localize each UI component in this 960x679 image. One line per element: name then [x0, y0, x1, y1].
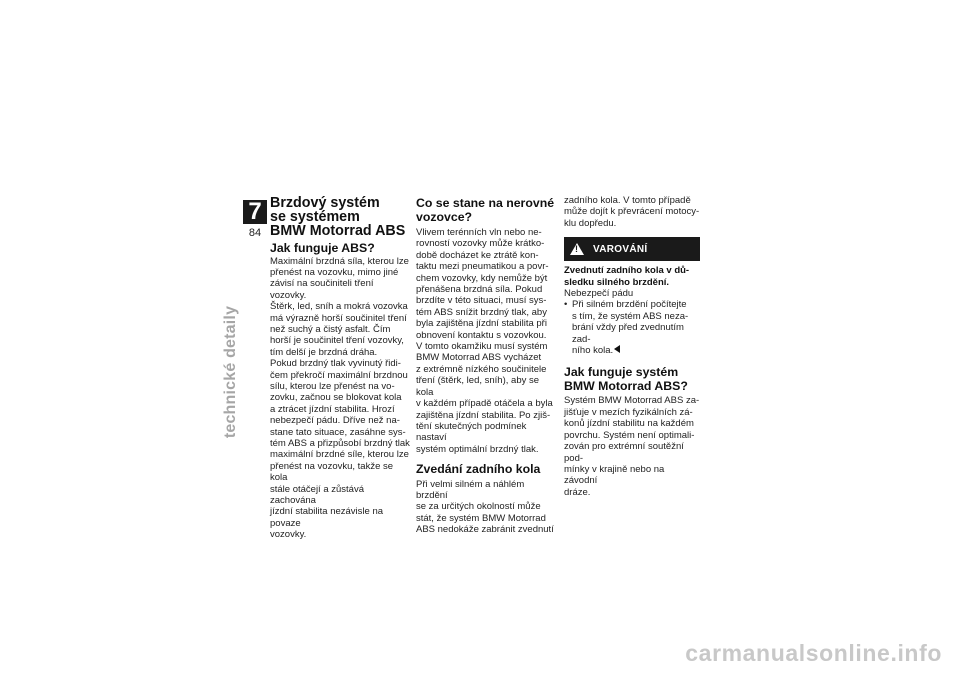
section-title-line: Brzdový systém — [270, 195, 380, 211]
warning-triangle-icon — [570, 243, 584, 255]
heading-line: BMW Motorrad ABS? — [564, 378, 688, 393]
heading-line: Jak funguje systém — [564, 365, 679, 380]
text-line: v každém případě otáčela a byla — [416, 398, 553, 410]
text-line: Při silném brzdění počítejte — [572, 299, 687, 311]
text-line: sílu, kterou lze přenést na vo- — [270, 380, 395, 392]
warning-text: Nebezpečí pádu — [564, 288, 634, 300]
text-line: Při velmi silném a náhlém brzdění — [416, 478, 525, 502]
text-line: může dojít k převrácení motocy- — [564, 206, 700, 218]
text-line: ABS nedokáže zabránit zvednutí — [416, 524, 554, 536]
text-line: byla zajištěna jízdní stabilita při — [416, 318, 547, 330]
text-line: obnovení kontaktu s vozovkou. — [416, 329, 547, 341]
watermark: carmanualsonline.info — [685, 640, 942, 666]
text-line: chem vozovky, kdy nemůže být — [416, 272, 548, 284]
text-line: přenést na vozovku, mimo jiné — [270, 266, 399, 278]
column-3 — [564, 195, 700, 498]
text-line: V tomto okamžiku musí systém — [416, 341, 548, 353]
text-line: tém ABS a přizpůsobí brzdný tlak — [270, 438, 410, 449]
chapter-number: 7 — [243, 200, 267, 224]
text-line: tém ABS snížit brzdný tlak, aby — [416, 306, 547, 318]
text-line: stále otáčejí a zůstává zachována — [270, 483, 364, 507]
text-line: zadního kola. V tomto případě — [564, 195, 691, 206]
heading-line: vozovce? — [416, 209, 473, 224]
text-line: brání vždy před zvednutím zad- — [572, 322, 684, 345]
rear-wheel-lift-heading: Zvedání zadního kola — [416, 462, 541, 477]
text-line: z extrémně nízkého součinitele — [416, 363, 547, 375]
text-line: brzdíte v této situaci, musí sys- — [416, 295, 547, 307]
text-line: přenést na vozovku, takže se kola — [270, 460, 394, 484]
text-line: mínky v krajině nebo na závodní — [564, 463, 665, 487]
section-title — [270, 196, 410, 238]
text-line: rovností vozovky může krátko- — [416, 238, 545, 250]
warning-banner — [564, 237, 700, 261]
text-line: má výrazně horší součinitel tření — [270, 312, 407, 324]
abs-heading: Jak funguje ABS? — [270, 241, 375, 255]
text-line: jišťuje v mezích fyzikálních zá- — [564, 406, 693, 418]
warning-title: VAROVÁNÍ — [593, 243, 648, 255]
text-line: závisí na součiniteli tření vozovky. — [270, 278, 374, 301]
text-line: zován pro extrémní soutěžní pod- — [564, 441, 684, 464]
abs-system-heading — [564, 366, 700, 393]
text-line: tření (štěrk, led, sníh), aby se kola — [416, 375, 540, 398]
text-line: čem překročí maximální brzdnou — [270, 369, 408, 381]
text-line: Systém BMW Motorrad ABS za- — [564, 395, 700, 407]
text-line: stane tato situace, zasáhne sys- — [270, 426, 406, 438]
warning-list — [564, 299, 700, 356]
text-line: konů jízdní stabilitu na každém — [564, 418, 694, 430]
warning-heading-line: sledku silného brzdění. — [564, 276, 670, 288]
text-line: Štěrk, led, sníh a mokrá vozovka — [270, 301, 408, 313]
text-line: tění skutečných podmínek nastaví — [416, 420, 527, 444]
text-line: zovku, začnou se blokovat kola — [270, 392, 402, 404]
column-1 — [270, 196, 410, 541]
page-number: 84 — [248, 227, 262, 239]
text-line: zajištěna jízdní stabilita. Po zjiš- — [416, 409, 551, 421]
abs-system-paragraph — [564, 395, 700, 498]
text-line: Maximální brzdná síla, kterou lze — [270, 255, 409, 267]
text-line: s tím, že systém ABS neza- — [572, 310, 689, 322]
warning-heading-line: Zvednutí zadního kola v dů- — [564, 265, 690, 277]
text-line: přenášena brzdná síla. Pokud — [416, 284, 543, 296]
text-line: BMW Motorrad ABS vycházet — [416, 352, 542, 364]
section-title-line: BMW Motorrad ABS — [270, 223, 406, 239]
section-title-line: se systémem — [270, 209, 360, 225]
text-line: Pokud brzdný tlak vyvinutý řidi- — [270, 358, 401, 370]
text-line: dráze. — [564, 486, 591, 498]
heading-line: Co se stane na nerovné — [416, 196, 555, 210]
text-line: vozovky. — [270, 529, 307, 541]
rear-wheel-lift-paragraph — [416, 479, 556, 536]
text-line: než suchý a čistý asfalt. Čím — [270, 323, 391, 335]
end-of-warning-icon — [614, 345, 620, 353]
text-line: horší je součinitel tření vozovky, — [270, 335, 404, 347]
text-line: systém optimální brzdný tlak. — [416, 443, 539, 455]
side-section-label-text: technické detaily — [222, 305, 239, 439]
text-line: ního kola. — [572, 345, 614, 357]
text-line: klu dopředu. — [564, 217, 617, 229]
warning-heading — [564, 265, 700, 288]
text-line: stát, že systém BMW Motorrad — [416, 512, 546, 524]
text-line: jízdní stabilita nezávisle na povaze — [270, 506, 384, 529]
text-line: Vlivem terénních vln nebo ne- — [416, 227, 542, 238]
abs-paragraph — [270, 256, 410, 541]
text-line: taktu mezi pneumatikou a povr- — [416, 261, 549, 273]
continuation-paragraph — [564, 195, 700, 229]
text-line: nebezpečí pádu. Dříve než na- — [270, 415, 400, 427]
text-line: a ztrácet jízdní stabilita. Hrozí — [270, 403, 395, 415]
text-line: době docházet ke ztrátě kon- — [416, 249, 539, 261]
uneven-road-paragraph — [416, 227, 556, 455]
text-line: povrchu. Systém není optimali- — [564, 429, 695, 441]
text-line: tím delší je brzdná dráha. — [270, 346, 378, 358]
text-line: maximální brzdné síle, kterou lze — [270, 449, 409, 461]
column-2 — [416, 197, 556, 536]
text-line: se za určitých okolností může — [416, 501, 541, 513]
warning-list-item — [564, 299, 700, 356]
uneven-road-heading — [416, 197, 556, 224]
